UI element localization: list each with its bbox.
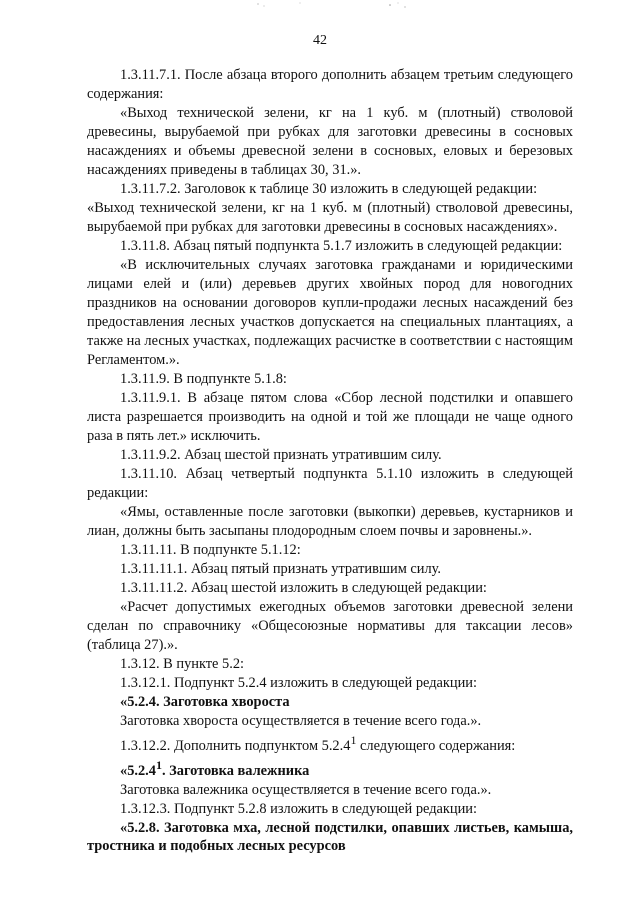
paragraph-text: следующего содержания: <box>356 737 516 754</box>
section-heading: «5.2.4. Заготовка хвороста <box>120 694 290 710</box>
paragraph: 1.3.12. В пункте 5.2: <box>120 656 245 672</box>
superscript: 1 <box>155 757 162 772</box>
heading-text: . Заготовка валежника <box>161 762 310 779</box>
paragraph: «В исключительных случаях заготовка гражданами и юридическими лицами елей и (или) деревьев других хвойных пород для новогодних праздников на основании договоров купли-продажи лесных насаждений без предоставления лесных участков допускается на специальных плантациях, а также на лесных участках, подлежащих расчистке в соответствии с настоящим Регламентом.». <box>87 257 573 368</box>
paragraph <box>87 731 573 756</box>
section-heading <box>87 756 573 781</box>
heading-text: «5.2.4 <box>120 762 156 779</box>
scan-noise <box>240 0 440 14</box>
document-body <box>87 66 573 855</box>
paragraph: «Выход технической зелени, кг на 1 куб. м (плотный) стволовой древесины, вырубаемой при рубках для заготовки древесины в сосновых насаждениях». <box>87 200 573 235</box>
paragraph: 1.3.11.11.1. Абзац пятый признать утратившим силу. <box>120 561 442 577</box>
paragraph: «Выход технической зелени, кг на 1 куб. м (плотный) стволовой древесины, вырубаемой при рубках для заготовки древесины в сосновых насаждениях и объемы древесной зелени в сосновых, еловых и березовых насаждениях приведены в таблицах 30, 31.». <box>87 105 573 178</box>
paragraph: 1.3.11.11. В подпункте 5.1.12: <box>120 542 301 558</box>
section-heading: «5.2.8. Заготовка мха, лесной подстилки, опавших листьев, камыша, тростника и подобных лесных ресурсов <box>87 819 573 854</box>
paragraph: 1.3.12.1. Подпункт 5.2.4 изложить в следующей редакции: <box>120 675 478 691</box>
paragraph: 1.3.11.9. В подпункте 5.1.8: <box>120 371 287 387</box>
paragraph: 1.3.11.9.1. В абзаце пятом слова «Сбор лесной подстилки и опавшего листа разрешается производить на одной и той же площади не чаще одного раза в пять лет.» исключить. <box>87 390 573 444</box>
paragraph: 1.3.11.9.2. Абзац шестой признать утратившим силу. <box>120 447 442 463</box>
paragraph: 1.3.11.8. Абзац пятый подпункта 5.1.7 изложить в следующей редакции: <box>120 238 563 254</box>
paragraph: «Ямы, оставленные после заготовки (выкопки) деревьев, кустарников и лиан, должны быть засыпаны плодородным слоем почвы и заровнены.». <box>87 504 573 539</box>
paragraph: «Расчет допустимых ежегодных объемов заготовки древесной зелени сделан по справочнику «Общесоюзные нормативы для таксации лесов» (таблица 27).». <box>87 599 573 653</box>
paragraph: Заготовка хвороста осуществляется в течение всего года.». <box>120 713 482 729</box>
paragraph-text: 1.3.12.2. Дополнить подпунктом 5.2.4 <box>120 737 351 754</box>
paragraph: 1.3.11.7.1. После абзаца второго дополнить абзацем третьим следующего содержания: <box>87 67 573 102</box>
superscript: 1 <box>350 733 357 747</box>
paragraph: 1.3.11.10. Абзац четвертый подпункта 5.1.10 изложить в следующей редакции: <box>87 466 573 501</box>
page-number: 42 <box>313 33 327 48</box>
paragraph: Заготовка валежника осуществляется в течение всего года.». <box>120 781 492 798</box>
paragraph: 1.3.11.7.2. Заголовок к таблице 30 изложить в следующей редакции: <box>120 181 538 197</box>
paragraph: 1.3.12.3. Подпункт 5.2.8 изложить в следующей редакции: <box>120 800 478 817</box>
paragraph: 1.3.11.11.2. Абзац шестой изложить в следующей редакции: <box>120 580 487 596</box>
